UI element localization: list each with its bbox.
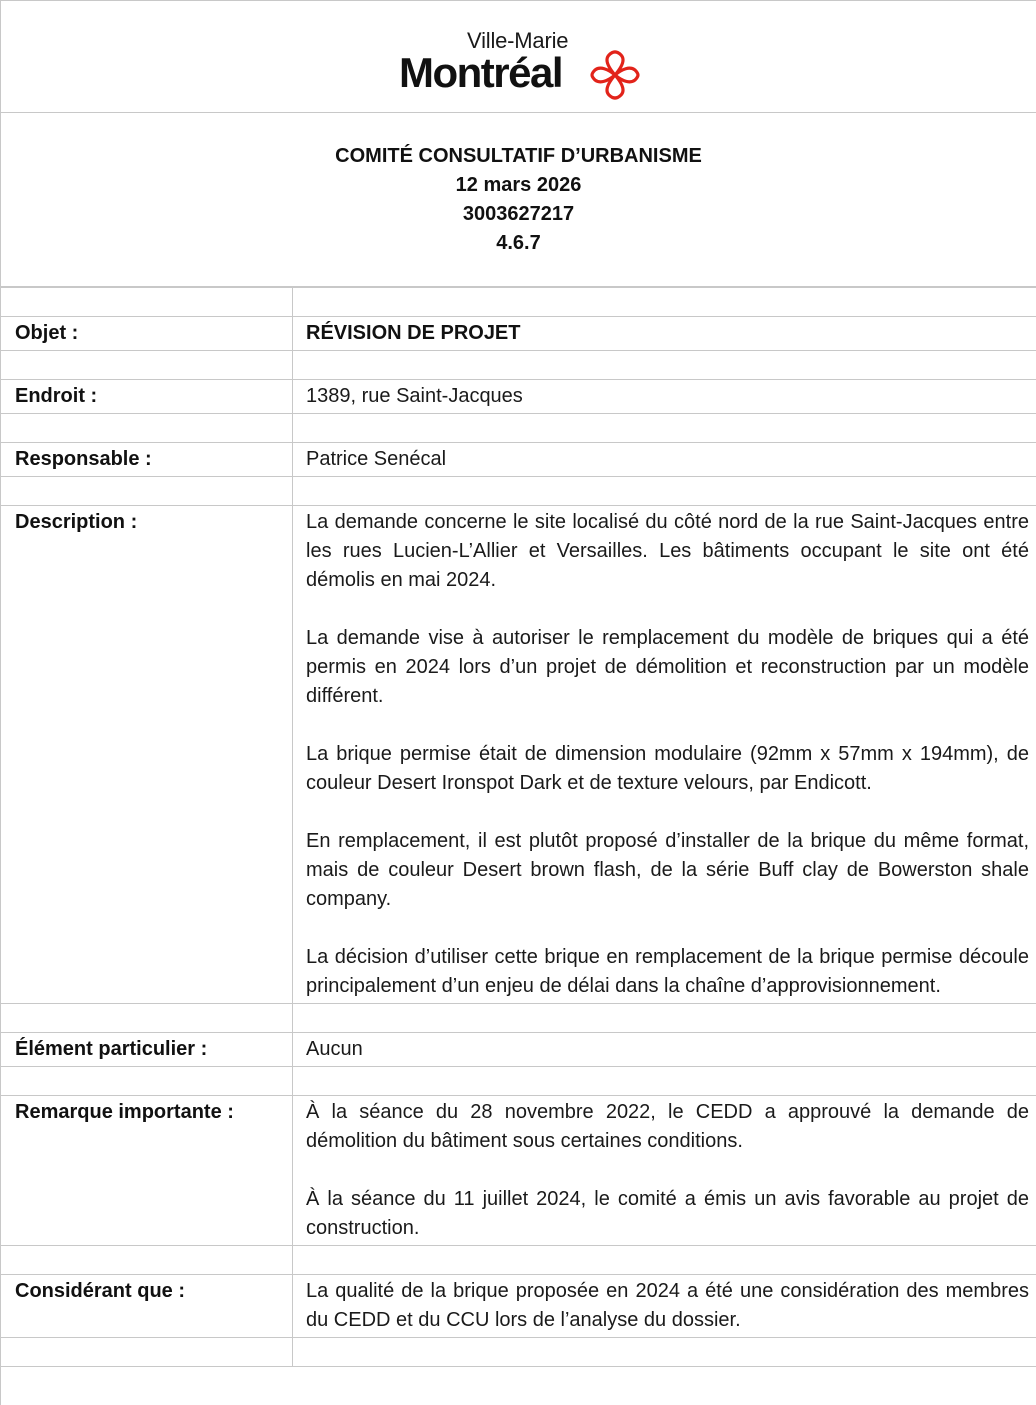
row-endroit [1, 380, 1036, 414]
label-description: Description : [15, 511, 138, 533]
value-considerant-que: La qualité de la brique proposée en 2024 a été une considération des membres du CEDD et du CCU lors de l’analyse du dossier. [306, 1280, 1029, 1331]
value-element-particulier: Aucun [306, 1038, 363, 1060]
row-remarque-importante [1, 1096, 1036, 1246]
description-paragraph: La demande vise à autoriser le remplacement du modèle de briques qui a été permis en 2024 lors d’un projet de démolition et reconstruction par un modèle différent. [306, 627, 1029, 707]
document-heading [1, 113, 1036, 287]
logo-subtitle: Ville-Marie [467, 28, 569, 53]
project-details-table [1, 287, 1036, 1367]
spacer-row [1, 414, 1036, 443]
remarque-paragraph: À la séance du 11 juillet 2024, le comité a émis un avis favorable au projet de construction. [306, 1188, 1029, 1239]
row-objet [1, 317, 1036, 351]
spacer-row [1, 1246, 1036, 1275]
description-paragraph: La brique permise était de dimension modulaire (92mm x 57mm x 194mm), de couleur Desert Ironspot Dark et de texture velours, par Endicott. [306, 743, 1029, 794]
description-paragraph: En remplacement, il est plutôt proposé d’installer de la brique du même format, mais de couleur Desert brown flash, de la série Buff clay de Bowerston shale company. [306, 830, 1029, 910]
spacer-row [1, 477, 1036, 506]
montreal-rosette-icon [587, 50, 643, 100]
meeting-date: 12 mars 2026 [455, 174, 582, 196]
description-paragraph: La décision d’utiliser cette brique en remplacement de la brique permise découle principalement d’un enjeu de délai dans la chaîne d’approvisionnement. [306, 946, 1029, 997]
label-considerant-que: Considérant que : [15, 1280, 186, 1302]
row-responsable [1, 443, 1036, 477]
label-element-particulier: Élément particulier : [15, 1038, 208, 1060]
header-logo-area [1, 0, 1036, 113]
spacer-row [1, 1338, 1036, 1367]
row-description [1, 506, 1036, 1004]
label-responsable: Responsable : [15, 448, 152, 470]
description-paragraph: La demande concerne le site localisé du côté nord de la rue Saint-Jacques entre les rues Lucien-L’Allier et Versailles. Les bâtiments occupant le site ont été démolis en mai 2024. [306, 511, 1029, 591]
label-remarque-importante: Remarque importante : [15, 1101, 234, 1123]
logo-title: Montréal [399, 49, 563, 96]
value-responsable: Patrice Senécal [306, 448, 447, 470]
committee-name: COMITÉ CONSULTATIF D’URBANISME [335, 145, 702, 167]
spacer-row [1, 288, 1036, 317]
spacer-row [1, 351, 1036, 380]
value-objet: RÉVISION DE PROJET [306, 322, 521, 344]
label-objet: Objet : [15, 322, 79, 344]
value-description [293, 506, 1036, 1003]
row-considerant-que [1, 1275, 1036, 1338]
item-number: 4.6.7 [496, 232, 541, 254]
value-endroit: 1389, rue Saint-Jacques [306, 385, 523, 407]
remarque-paragraph: À la séance du 28 novembre 2022, le CEDD a approuvé la demande de démolition du bâtiment sous certaines conditions. [306, 1101, 1029, 1152]
file-number: 3003627217 [462, 203, 575, 225]
spacer-row [1, 1067, 1036, 1096]
value-remarque-importante [293, 1096, 1036, 1245]
label-endroit: Endroit : [15, 385, 98, 407]
row-element-particulier [1, 1033, 1036, 1067]
spacer-row [1, 1004, 1036, 1033]
